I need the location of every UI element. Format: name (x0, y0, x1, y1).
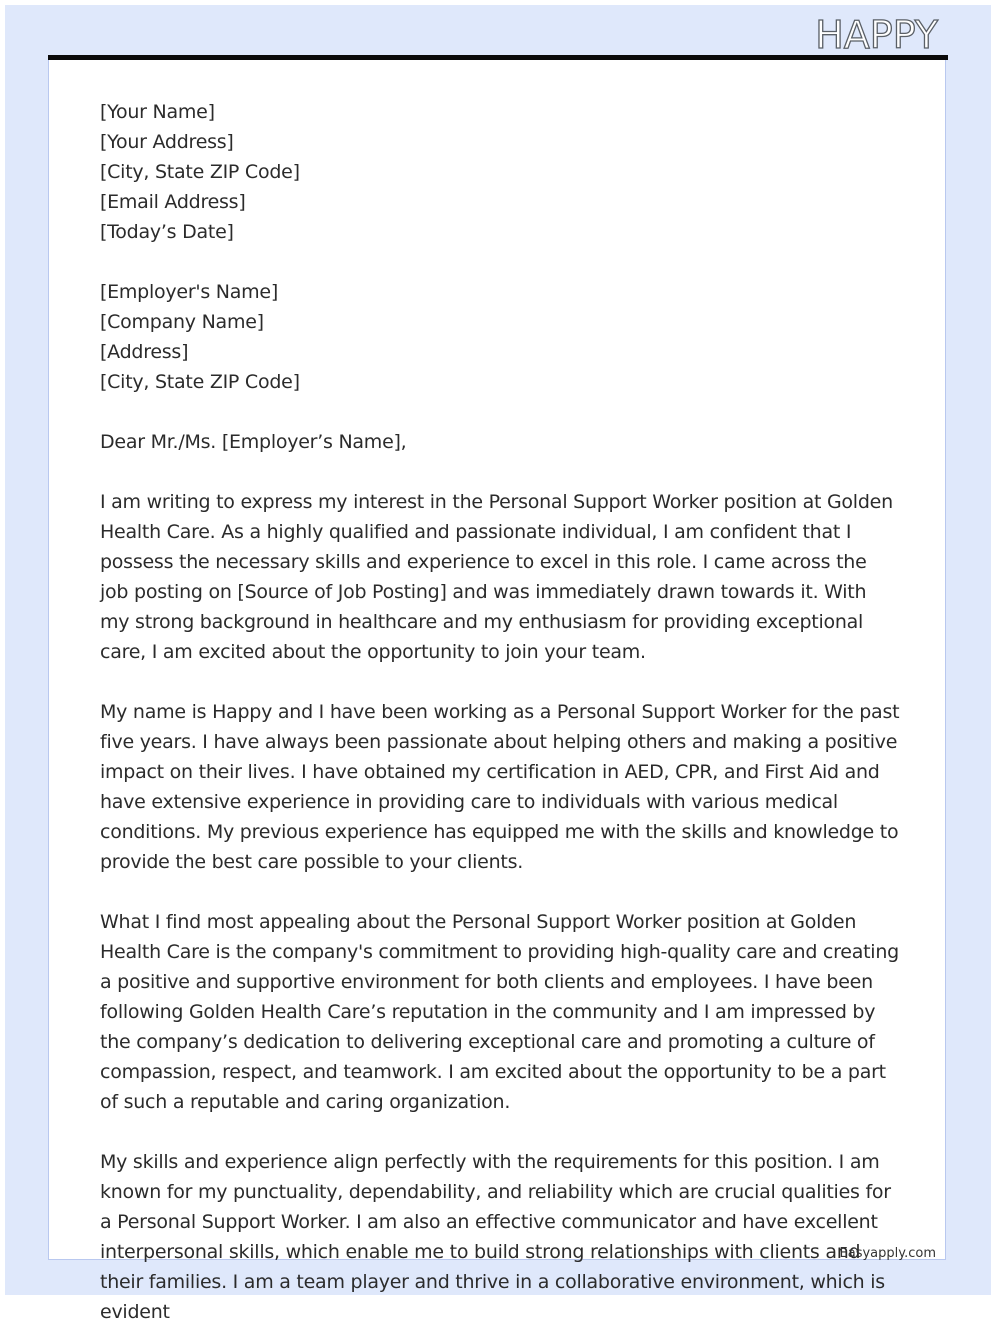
watermark: Easyapply.com (839, 1246, 936, 1261)
recipient-name: [Employer's Name] (100, 281, 279, 303)
body-paragraph-2: My name is Happy and I have been working as a Personal Support Worker for the past five years. I have always been passionate about helping others and making a positive impact on their lives. I have obtained my certification in AED, CPR, and First Aid and have extensive experience in providing care to individuals with various medical conditions. My previous experience has equipped me with the skills and knowledge to provide the best care possible to your clients. (100, 701, 900, 873)
body-paragraph-4: My skills and experience align perfectly with the requirements for this position. I am known for my punctuality, dependability, and reliability which are crucial qualities for a Personal Support Worker. I am also an effective communicator and have excellent interpersonal skills, which enable me to build strong relationships with clients and their families. I am a team player and thrive in a collaborative environment, which is evident (100, 1151, 891, 1323)
sender-name: [Your Name] (100, 101, 215, 123)
sender-email: [Email Address] (100, 191, 246, 213)
recipient-company: [Company Name] (100, 311, 264, 333)
letter-date: [Today’s Date] (100, 221, 234, 243)
recipient-block (100, 277, 900, 397)
recipient-city-state-zip: [City, State ZIP Code] (100, 371, 300, 393)
salutation: Dear Mr./Ms. [Employer’s Name], (100, 431, 407, 453)
sender-block (100, 97, 900, 247)
sender-address: [Your Address] (100, 131, 234, 153)
body-paragraph-3: What I find most appealing about the Personal Support Worker position at Golden Health Care is the company's commitment to providing high-quality care and creating a positive and supportive environment for both clients and employees. I have been following Golden Health Care’s reputation in the community and I am impressed by the company’s dedication to delivering exceptional care and promoting a culture of compassion, respect, and teamwork. I am excited about the opportunity to be a part of such a reputable and caring organization. (100, 911, 899, 1113)
header-rule (48, 55, 948, 60)
header-name: HAPPY (815, 13, 938, 57)
recipient-address: [Address] (100, 341, 189, 363)
sender-city-state-zip: [City, State ZIP Code] (100, 161, 300, 183)
body-paragraph-1: I am writing to express my interest in the Personal Support Worker position at Golden Health Care. As a highly qualified and passionate individual, I am confident that I possess the necessary skills and experience to excel in this role. I came across the job posting on [Source of Job Posting] and was immediately drawn towards it. With my strong background in healthcare and my enthusiasm for providing exceptional care, I am excited about the opportunity to join your team. (100, 491, 893, 663)
letter-body (100, 97, 900, 1327)
